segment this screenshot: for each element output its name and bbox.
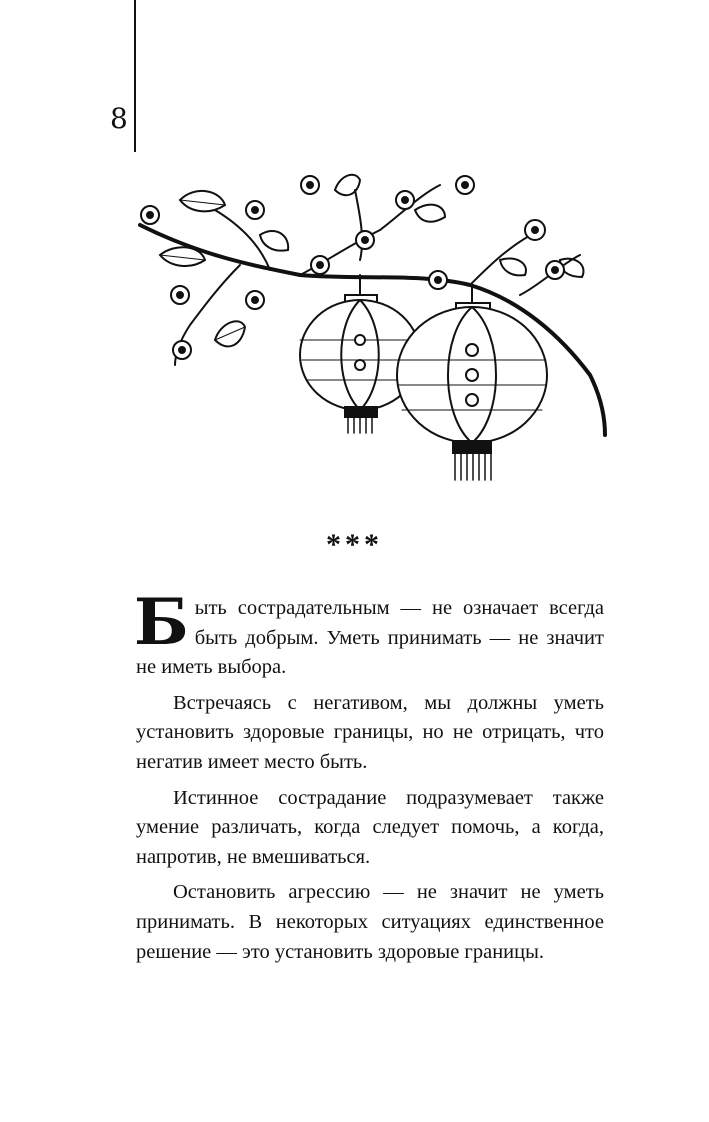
- page-number: 8: [110, 102, 128, 135]
- paragraph-1-text: ыть сострадательным — не означает всегда быть добрым. Уметь принимать — не значит не иметь выбора.: [136, 597, 604, 679]
- cherry-blossom-lantern-illustration: [120, 165, 620, 495]
- page-rule: [134, 0, 136, 152]
- paragraph-1: [134, 585, 604, 683]
- body-text: [134, 585, 604, 973]
- paragraph-4: Остановить агрессию — не значит не уметь принимать. В некоторых ситуациях единственное решение — это установить здоровые границы.: [136, 881, 604, 963]
- drop-cap: Б: [134, 585, 189, 660]
- paragraph-3: Истинное сострадание подразумевает также умение различать, когда следует помочь, а когда, напротив, не вмешиваться.: [136, 786, 604, 868]
- paragraph-2: Встречаясь с негативом, мы должны уметь установить здоровые границы, но не отрицать, что негатив имеет место быть.: [136, 691, 604, 773]
- section-ornament: ***: [326, 528, 383, 561]
